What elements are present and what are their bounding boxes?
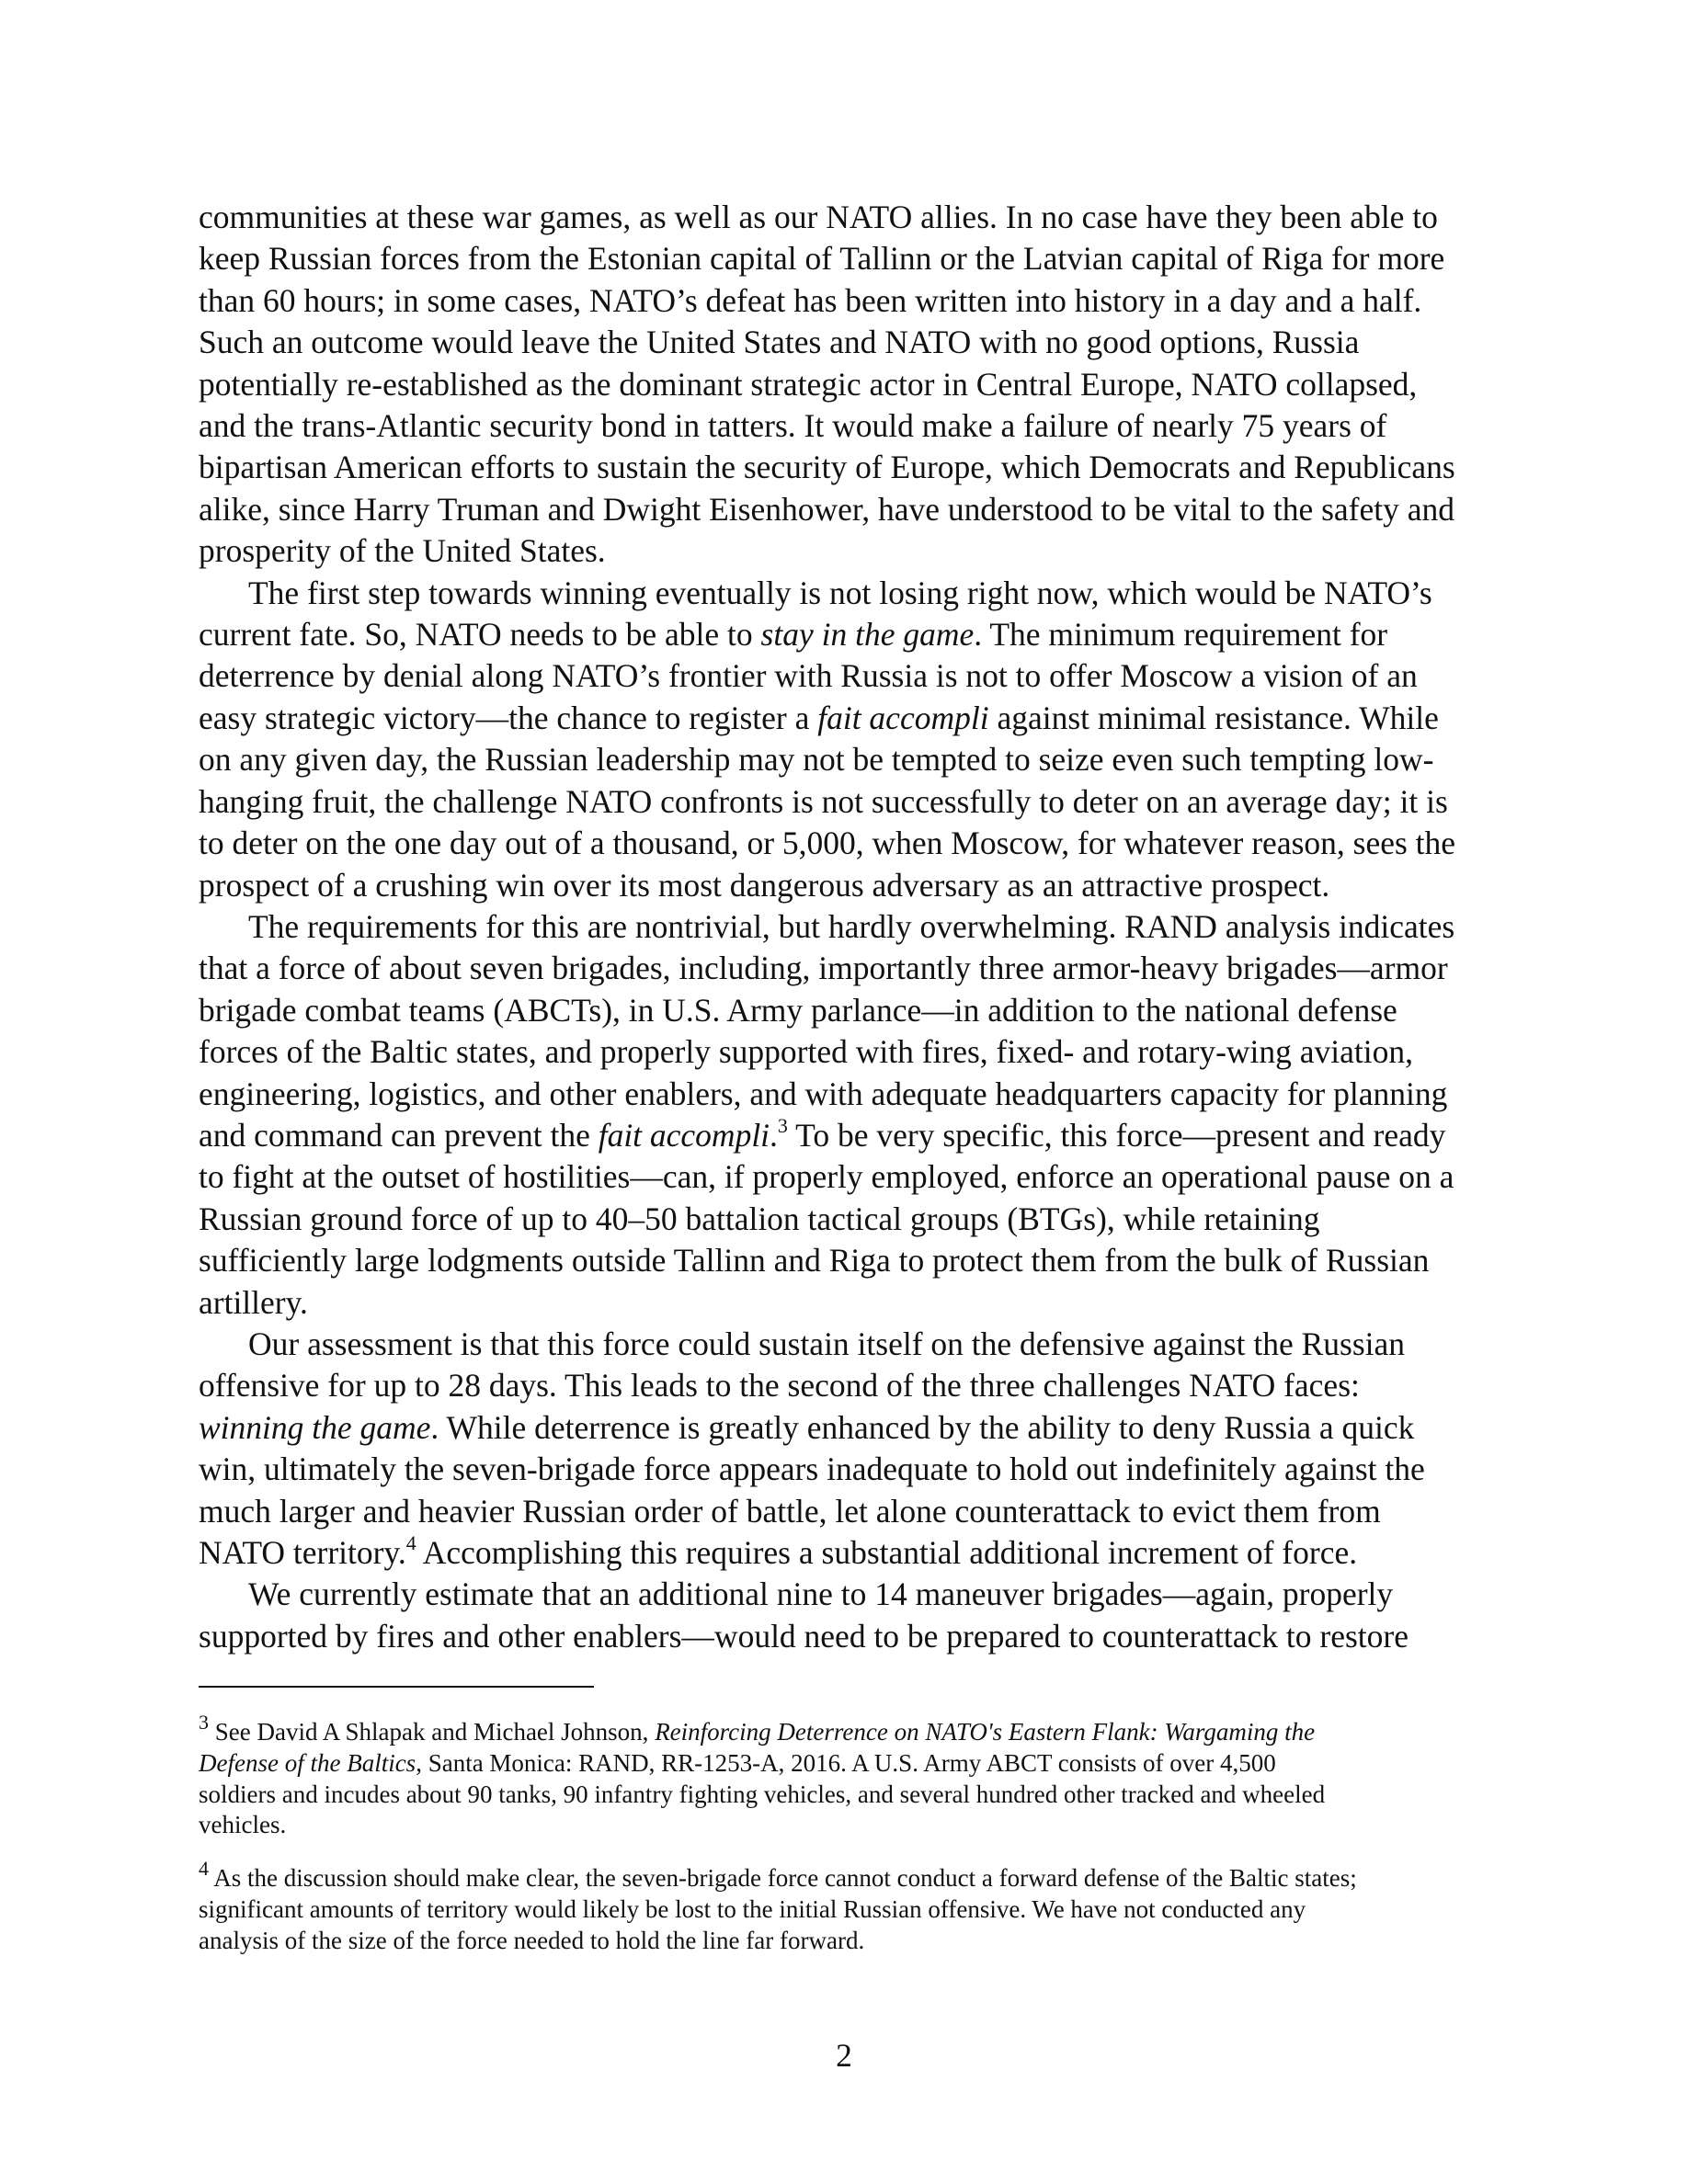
text-line: easy strategic victory—the chance to register a fait accompli against minimal resistance. While xyxy=(199,699,1439,736)
text-line: prosperity of the United States. xyxy=(199,532,606,570)
footnote-mark: 3 xyxy=(199,1711,209,1734)
text-line: win, ultimately the seven-brigade force appears inadequate to hold out indefinitely against the xyxy=(199,1450,1425,1488)
emphasis: stay in the game xyxy=(760,616,975,654)
text-line: brigade combat teams (ABCTs), in U.S. Army parlance—in addition to the national defense xyxy=(199,991,1397,1029)
emphasis: fait accompli xyxy=(817,699,989,736)
text-line: offensive for up to 28 days. This leads to the second of the three challenges NATO faces: xyxy=(199,1367,1360,1405)
text-line: Russian ground force of up to 40–50 battalion tactical groups (BTGs), while retaining xyxy=(199,1200,1320,1237)
text-line: that a force of about seven brigades, including, importantly three armor-heavy brigades—armor xyxy=(199,950,1448,987)
text-line: Such an outcome would leave the United States and NATO with no good options, Russia xyxy=(199,324,1360,361)
footnote-separator xyxy=(199,1686,594,1688)
text-line: forces of the Baltic states, and properly supported with fires, fixed- and rotary-wing aviation, xyxy=(199,1033,1413,1071)
text-line: on any given day, the Russian leadership may not be tempted to seize even such tempting low- xyxy=(199,741,1434,779)
emphasis: winning the game xyxy=(199,1408,431,1446)
text-line: Defense of the Baltics, Santa Monica: RAND, RR-1253-A, 2016. A U.S. Army ABCT consists of over 4,500 xyxy=(199,1748,1276,1777)
footnote-3 xyxy=(199,1711,1523,1841)
paragraph xyxy=(199,1574,1489,1657)
text-line: supported by fires and other enablers—would need to be prepared to counterattack to restore xyxy=(199,1617,1409,1655)
emphasis: fait accompli xyxy=(598,1116,770,1154)
text-line: The requirements for this are nontrivial, but hardly overwhelming. RAND analysis indicates xyxy=(248,907,1455,945)
text-line: sufficiently large lodgments outside Tallinn and Riga to protect them from the bulk of Russian xyxy=(199,1242,1430,1280)
text-line: deterrence by denial along NATO’s frontier with Russia is not to offer Moscow a vision of an xyxy=(199,657,1418,695)
text-line: $^3$ See David A Shlapak and Michael Johnson, Reinforcing Deterrence on NATO's Eastern Flank: Wargaming the xyxy=(199,1711,1316,1746)
text-line: The first step towards winning eventually is not losing right now, which would be NATO’s xyxy=(248,574,1432,611)
footnotes xyxy=(199,1711,1523,1957)
text-line: vehicles. xyxy=(199,1811,287,1839)
text-line: hanging fruit, the challenge NATO confronts is not successfully to deter on an average day; it is xyxy=(199,782,1448,820)
text-line: keep Russian forces from the Estonian capital of Tallinn or the Latvian capital of Riga for more xyxy=(199,240,1445,278)
text-line: winning the game. While deterrence is greatly enhanced by the ability to deny Russia a quick xyxy=(199,1408,1415,1446)
text-line: soldiers and incudes about 90 tanks, 90 infantry fighting vehicles, and several hundred other tracked and wheeled xyxy=(199,1780,1326,1808)
text-line: Our assessment is that this force could sustain itself on the defensive against the Russian xyxy=(248,1325,1406,1362)
paragraph xyxy=(199,573,1489,906)
text-line: than 60 hours; in some cases, NATO’s defeat has been written into history in a day and a half. xyxy=(199,281,1422,319)
citation-title: Defense of the Baltics xyxy=(199,1748,416,1777)
text-line: and command can prevent the fait accompli.$^3$ To be very specific, this force—present and ready xyxy=(199,1113,1446,1154)
text-line: communities at these war games, as well as our NATO allies. In no case have they been able to xyxy=(199,199,1438,235)
text-line: potentially re-established as the dominant strategic actor in Central Europe, NATO collapsed, xyxy=(199,365,1418,403)
footnote-reference-3[interactable]: 3 xyxy=(777,1113,788,1137)
text-line: current fate. So, NATO needs to be able to stay in the game. The minimum requirement for xyxy=(199,616,1388,654)
text-line: engineering, logistics, and other enablers, and with adequate headquarters capacity for planning xyxy=(199,1075,1448,1112)
footnote-4 xyxy=(199,1857,1523,1956)
text-line: prospect of a crushing win over its most dangerous adversary as an attractive prospect. xyxy=(199,866,1330,904)
text-line: and the trans-Atlantic security bond in tatters. It would make a failure of nearly 75 years of xyxy=(199,407,1387,445)
text-line: to fight at the outset of hostilities—can, if properly employed, enforce an operational pause on a xyxy=(199,1158,1454,1196)
paragraph xyxy=(199,906,1489,1324)
text-line: NATO territory.$^4$ Accomplishing this requires a substantial additional increment of force. xyxy=(199,1531,1358,1571)
text-line: $^4$ As the discussion should make clear, the seven-brigade force cannot conduct a forward defense of the Baltic states; xyxy=(199,1857,1357,1893)
paragraph xyxy=(199,197,1489,573)
page-number: 2 xyxy=(836,2037,852,2074)
footnote-mark: 4 xyxy=(199,1857,209,1881)
text-line: significant amounts of territory would likely be lost to the initial Russian offensive. We have not conducted any xyxy=(199,1894,1306,1923)
text-line: alike, since Harry Truman and Dwight Eisenhower, have understood to be vital to the safety and xyxy=(199,490,1454,528)
text-line: analysis of the size of the force needed to hold the line far forward. xyxy=(199,1926,865,1954)
text-line: bipartisan American efforts to sustain the security of Europe, which Democrats and Republicans xyxy=(199,449,1455,486)
text-line: much larger and heavier Russian order of battle, let alone counterattack to evict them from xyxy=(199,1492,1381,1530)
citation-title: Reinforcing Deterrence on NATO's Eastern Flank: Wargaming the xyxy=(655,1718,1316,1746)
text-line: artillery. xyxy=(199,1283,308,1321)
text-line: We currently estimate that an additional nine to 14 maneuver brigades—again, properly xyxy=(248,1575,1394,1613)
footnote-reference-4[interactable]: 4 xyxy=(405,1531,416,1554)
paragraph xyxy=(199,1324,1489,1574)
text-line: to deter on the one day out of a thousand, or 5,000, when Moscow, for whatever reason, sees the xyxy=(199,825,1456,862)
body-text xyxy=(199,197,1489,1657)
